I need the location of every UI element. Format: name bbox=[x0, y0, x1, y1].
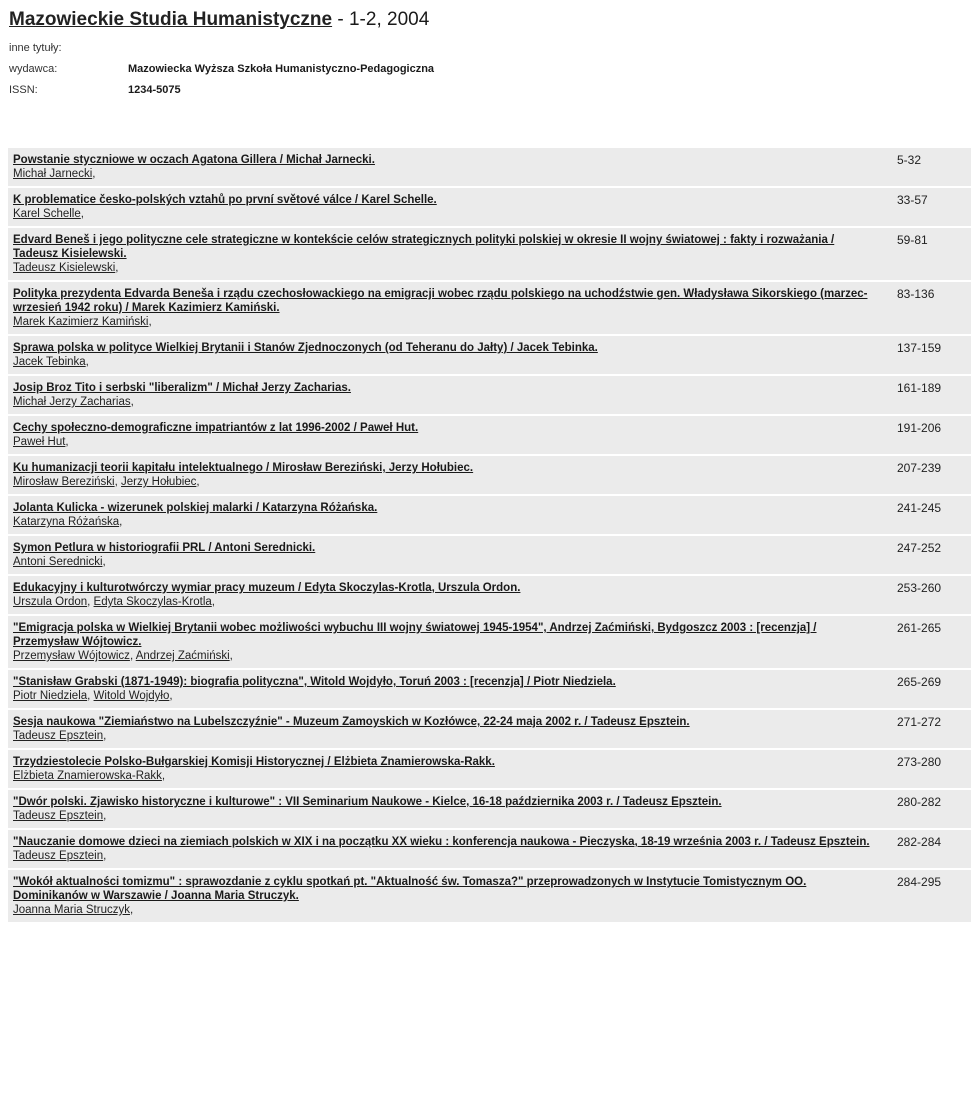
page-range: 241-245 bbox=[891, 496, 971, 534]
article-title-link[interactable]: Edukacyjny i kulturotwórczy wymiar pracy muzeum / Edyta Skoczylas-Krotla, Urszula Ordon. bbox=[13, 582, 521, 594]
author-separator: , bbox=[80, 208, 84, 220]
author-link[interactable]: Paweł Hut bbox=[13, 436, 66, 448]
meta-row-issn bbox=[9, 80, 965, 101]
table-row bbox=[8, 710, 971, 748]
author-separator: , bbox=[129, 904, 134, 916]
author-separator: , bbox=[85, 356, 89, 368]
author-separator: , bbox=[87, 690, 94, 702]
article-title-link[interactable]: Jolanta Kulicka - wizerunek polskiej malarki / Katarzyna Różańska. bbox=[13, 502, 378, 514]
article-title-link[interactable]: Sesja naukowa "Ziemiaństwo na Lubelszczyźnie" - Muzeum Zamoyskich w Kozłówce, 22-24 maja 2002 r. / Tadeusz Epsztein. bbox=[13, 716, 690, 728]
page-range: 161-189 bbox=[891, 376, 971, 414]
table-row bbox=[8, 376, 971, 414]
table-row bbox=[8, 670, 971, 708]
page-range: 273-280 bbox=[891, 750, 971, 788]
page bbox=[0, 0, 973, 101]
author-separator: , bbox=[211, 596, 215, 608]
table-row bbox=[8, 228, 971, 280]
journal-title-link[interactable]: Mazowieckie Studia Humanistyczne bbox=[9, 9, 333, 30]
author-link[interactable]: Tadeusz Epsztein bbox=[13, 730, 104, 742]
article-cell bbox=[8, 416, 891, 454]
table-row bbox=[8, 456, 971, 494]
author-link[interactable]: Tadeusz Kisielewski bbox=[13, 262, 116, 274]
page-range: 59-81 bbox=[891, 228, 971, 280]
author-link[interactable]: Edyta Skoczylas-Krotla bbox=[93, 596, 212, 608]
table-row bbox=[8, 536, 971, 574]
meta-label: ISSN: bbox=[9, 84, 38, 96]
meta-label: inne tytuły: bbox=[9, 42, 62, 54]
author-separator: , bbox=[102, 556, 106, 568]
author-link[interactable]: Andrzej Zaćmiński bbox=[135, 650, 230, 662]
author-link[interactable]: Antoni Serednicki bbox=[13, 556, 103, 568]
author-separator: , bbox=[148, 316, 152, 328]
author-link[interactable]: Michał Jarnecki bbox=[13, 168, 93, 180]
article-cell bbox=[8, 670, 891, 708]
article-title-link[interactable]: "Dwór polski. Zjawisko historyczne i kulturowe" : VII Seminarium Naukowe - Kielce, 16-18 października 2003 r. / Tadeusz Epsztein. bbox=[13, 796, 722, 808]
issue-label: - 1-2, 2004 bbox=[332, 9, 430, 30]
article-cell bbox=[8, 456, 891, 494]
author-separator: , bbox=[119, 516, 123, 528]
author-link[interactable]: Urszula Ordon bbox=[13, 596, 88, 608]
author-separator: , bbox=[196, 476, 200, 488]
page-range: 253-260 bbox=[891, 576, 971, 614]
table-row bbox=[8, 576, 971, 614]
table-row bbox=[8, 282, 971, 334]
article-cell bbox=[8, 376, 891, 414]
author-link[interactable]: Joanna Maria Struczyk bbox=[13, 904, 130, 916]
article-cell bbox=[8, 576, 891, 614]
table-row bbox=[8, 336, 971, 374]
page-range: 265-269 bbox=[891, 670, 971, 708]
table-row bbox=[8, 616, 971, 668]
author-link[interactable]: Jacek Tebinka bbox=[13, 356, 86, 368]
meta-label: wydawca: bbox=[9, 63, 58, 75]
article-title-link[interactable]: Trzydziestolecie Polsko-Bułgarskiej Komisji Historycznej / Elżbieta Znamierowska-Rakk. bbox=[13, 756, 495, 768]
table-row bbox=[8, 790, 971, 828]
author-separator: , bbox=[114, 476, 121, 488]
author-link[interactable]: Witold Wojdyło bbox=[93, 690, 170, 702]
article-cell bbox=[8, 228, 891, 280]
article-cell bbox=[8, 282, 891, 334]
article-cell bbox=[8, 336, 891, 374]
author-link[interactable]: Jerzy Hołubiec bbox=[121, 476, 197, 488]
page-range: 271-272 bbox=[891, 710, 971, 748]
article-title-link[interactable]: Sprawa polska w polityce Wielkiej Brytanii i Stanów Zjednoczonych (od Teheranu do Jałty) / Jacek Tebinka. bbox=[13, 342, 598, 354]
author-link[interactable]: Karel Schelle bbox=[13, 208, 81, 220]
article-title-link[interactable]: Cechy społeczno-demograficzne impatriantów z lat 1996-2002 / Paweł Hut. bbox=[13, 422, 419, 434]
author-link[interactable]: Tadeusz Epsztein bbox=[13, 810, 104, 822]
table-row bbox=[8, 496, 971, 534]
article-cell bbox=[8, 830, 891, 868]
meta-value: 1234-5075 bbox=[128, 84, 181, 96]
article-title-link[interactable]: Symon Petlura w historiografii PRL / Antoni Serednicki. bbox=[13, 542, 316, 554]
article-cell bbox=[8, 536, 891, 574]
article-title-link[interactable]: "Emigracja polska w Wielkiej Brytanii wobec możliwości wybuchu III wojny światowej 1945-1954", Andrzej Zaćmiński, Bydgoszcz 2003 : [recenzja] / Przemysław Wójtowicz. bbox=[13, 622, 817, 648]
article-title-link[interactable]: Ku humanizacji teorii kapitału intelektualnego / Mirosław Bereziński, Jerzy Hołubiec. bbox=[13, 462, 474, 474]
page-range: 207-239 bbox=[891, 456, 971, 494]
article-title-link[interactable]: "Nauczanie domowe dzieci na ziemiach polskich w XIX i na początku XX wieku : konferencja naukowa - Pieczyska, 18-19 września 2003 r. / Tadeusz Epsztein. bbox=[13, 836, 870, 848]
table-row bbox=[8, 148, 971, 186]
author-link[interactable]: Mirosław Bereziński bbox=[13, 476, 115, 488]
author-separator: , bbox=[103, 730, 107, 742]
article-title-link[interactable]: "Wokół aktualności tomizmu" : sprawozdanie z cyklu spotkań pt. "Aktualność św. Tomasza?" przeprowadzonych w Instytucie Tomistycznym OO. Dominikanów w Warszawie / Joanna Maria Struczyk. bbox=[13, 876, 807, 902]
author-separator: , bbox=[65, 436, 69, 448]
article-cell bbox=[8, 870, 891, 922]
table-row bbox=[8, 188, 971, 226]
author-separator: , bbox=[115, 262, 119, 274]
page-range: 137-159 bbox=[891, 336, 971, 374]
page-range: 284-295 bbox=[891, 870, 971, 922]
author-separator: , bbox=[229, 650, 233, 662]
author-separator: , bbox=[130, 396, 134, 408]
table-row bbox=[8, 750, 971, 788]
article-title-link[interactable]: Polityka prezydenta Edvarda Beneša i rządu czechosłowackiego na emigracji wobec rządu polskiego na uchodźstwie gen. Władysława Sikorskiego (marzec-wrzesień 1942 roku) / Marek Kazimierz Kamiński. bbox=[13, 288, 868, 314]
page-range: 261-265 bbox=[891, 616, 971, 668]
article-cell bbox=[8, 188, 891, 226]
article-cell bbox=[8, 148, 891, 186]
author-link[interactable]: Michał Jerzy Zacharias bbox=[13, 396, 131, 408]
author-link[interactable]: Katarzyna Różańska bbox=[13, 516, 120, 528]
author-link[interactable]: Tadeusz Epsztein bbox=[13, 850, 104, 862]
article-title-link[interactable]: "Stanisław Grabski (1871-1949): biografia polityczna", Witold Wojdyło, Toruń 2003 : [recenzja] / Piotr Niedziela. bbox=[13, 676, 616, 688]
articles-table bbox=[8, 146, 971, 924]
author-separator: , bbox=[87, 596, 94, 608]
author-separator: , bbox=[103, 850, 107, 862]
article-title-link[interactable]: Edvard Beneš i jego polityczne cele strategiczne w kontekście celów strategicznych polityki polskiej w okresie II wojny światowej : fakty i rozważania / Tadeusz Kisielewski. bbox=[13, 234, 835, 260]
table-row bbox=[8, 830, 971, 868]
author-separator: , bbox=[92, 168, 96, 180]
article-cell bbox=[8, 616, 891, 668]
article-title-link[interactable]: Josip Broz Tito i serbski "liberalizm" / Michał Jerzy Zacharias. bbox=[13, 382, 351, 394]
table-row bbox=[8, 416, 971, 454]
page-range: 247-252 bbox=[891, 536, 971, 574]
page-range: 5-32 bbox=[891, 148, 971, 186]
author-separator: , bbox=[169, 690, 173, 702]
page-range: 33-57 bbox=[891, 188, 971, 226]
page-range: 280-282 bbox=[891, 790, 971, 828]
meta-value: Mazowiecka Wyższa Szkoła Humanistyczno-Pedagogiczna bbox=[128, 63, 435, 75]
article-cell bbox=[8, 750, 891, 788]
author-separator: , bbox=[103, 810, 107, 822]
journal-meta bbox=[9, 38, 965, 101]
author-link[interactable]: Marek Kazimierz Kamiński bbox=[13, 316, 149, 328]
author-link[interactable]: Przemysław Wójtowicz bbox=[13, 650, 130, 662]
page-range: 282-284 bbox=[891, 830, 971, 868]
page-title bbox=[9, 8, 965, 32]
article-cell bbox=[8, 790, 891, 828]
article-title-link[interactable]: K problematice česko-polských vztahů po první světové válce / Karel Schelle. bbox=[13, 194, 437, 206]
author-separator: , bbox=[129, 650, 136, 662]
page-range: 83-136 bbox=[891, 282, 971, 334]
article-cell bbox=[8, 710, 891, 748]
table-row bbox=[8, 870, 971, 922]
article-cell bbox=[8, 496, 891, 534]
page-range: 191-206 bbox=[891, 416, 971, 454]
author-link[interactable]: Elżbieta Znamierowska-Rakk bbox=[13, 770, 162, 782]
articles-table-body bbox=[8, 148, 971, 922]
author-link[interactable]: Piotr Niedziela bbox=[13, 690, 88, 702]
meta-row-other-titles bbox=[9, 38, 965, 59]
meta-row-publisher bbox=[9, 59, 965, 80]
author-separator: , bbox=[161, 770, 166, 782]
article-title-link[interactable]: Powstanie styczniowe w oczach Agatona Gillera / Michał Jarnecki. bbox=[13, 154, 375, 166]
